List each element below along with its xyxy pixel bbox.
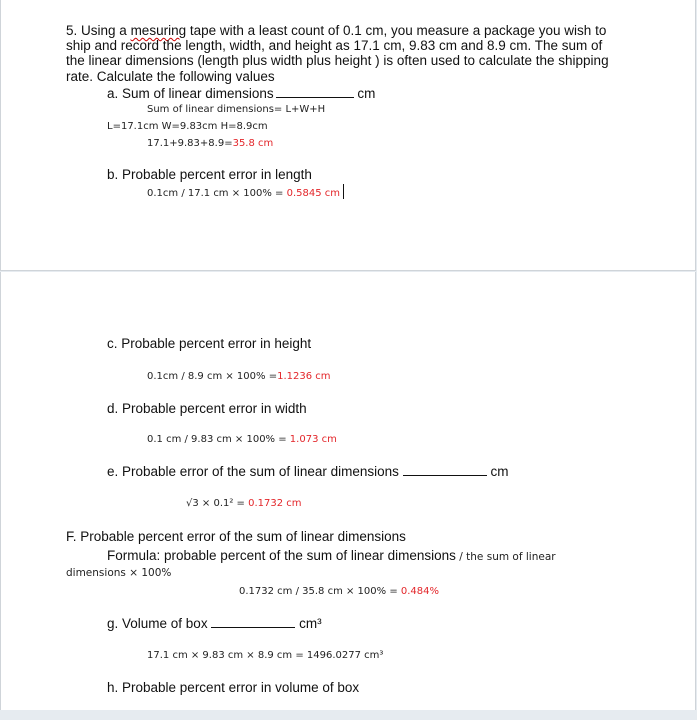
unit-label: cm <box>357 86 376 101</box>
document-page-1 <box>0 0 696 271</box>
part-d-answer: 1.073 cm <box>289 434 337 445</box>
answer-blank <box>211 616 295 628</box>
part-f-question: F. Probable percent error of the sum of linear dimensions <box>66 529 406 544</box>
part-c-question: c. Probable percent error in height <box>107 336 312 351</box>
part-a-values: L=17.1cm W=9.83cm H=8.9cm <box>107 121 268 132</box>
part-b-answer: 0.5845 cm <box>286 188 341 199</box>
problem-intro-line-1: 5. Using a mesuring tape with a least count of 0.1 cm, you measure a package you wish to <box>66 23 607 38</box>
part-a-formula: Sum of linear dimensions= L+W+H <box>147 104 326 115</box>
part-g-calculation: 17.1 cm × 9.83 cm × 8.9 cm = 1496.0277 cm³ <box>147 650 384 661</box>
part-a-answer: 35.8 cm <box>232 138 274 149</box>
part-f-formula: Formula: probable percent of the sum of linear dimensions / the sum of linear <box>107 548 556 563</box>
part-g-question: g. Volume of box cm³ <box>107 616 322 631</box>
problem-intro-line-4: rate. Calculate the following values <box>66 69 275 84</box>
part-e-calculation: √3 × 0.1² = 0.1732 cm <box>186 498 302 509</box>
part-c-calculation: 0.1cm / 8.9 cm × 100% =1.1236 cm <box>147 371 331 382</box>
answer-blank <box>403 464 487 476</box>
part-f-calculation: 0.1732 cm / 35.8 cm × 100% = 0.484% <box>239 586 440 597</box>
part-h-question: h. Probable percent error in volume of box <box>107 680 360 695</box>
part-c-answer: 1.1236 cm <box>277 371 331 382</box>
part-b-question: b. Probable percent error in length <box>107 167 312 182</box>
part-b-calculation[interactable]: 0.1cm / 17.1 cm × 100% = 0.5845 cm <box>147 184 344 200</box>
answer-blank <box>276 86 354 98</box>
problem-number: 5. <box>66 23 78 38</box>
misspelled-word[interactable]: mesuring <box>130 23 187 38</box>
part-a-question: a. Sum of linear dimensions cm <box>107 86 376 101</box>
part-f-answer: 0.484% <box>400 586 440 597</box>
unit-label: cm <box>490 464 509 479</box>
document-page-2 <box>0 272 696 710</box>
part-e-answer: 0.1732 cm <box>248 498 302 509</box>
part-a-calculation: 17.1+9.83+8.9=35.8 cm <box>147 138 274 149</box>
part-d-question: d. Probable percent error in width <box>107 401 307 416</box>
part-d-calculation: 0.1 cm / 9.83 cm × 100% = 1.073 cm <box>147 434 337 445</box>
part-e-question: e. Probable error of the sum of linear dimensions cm <box>107 464 509 479</box>
text-cursor <box>343 184 344 199</box>
problem-intro-line-2: ship and record the length, width, and height as 17.1 cm, 9.83 cm and 8.9 cm. The sum of <box>66 38 603 53</box>
part-f-formula-continued: dimensions × 100% <box>66 567 172 579</box>
unit-label: cm³ <box>299 616 322 631</box>
problem-intro-line-3: the linear dimensions (length plus width plus height ) is often used to calculate the shipping <box>66 53 609 68</box>
